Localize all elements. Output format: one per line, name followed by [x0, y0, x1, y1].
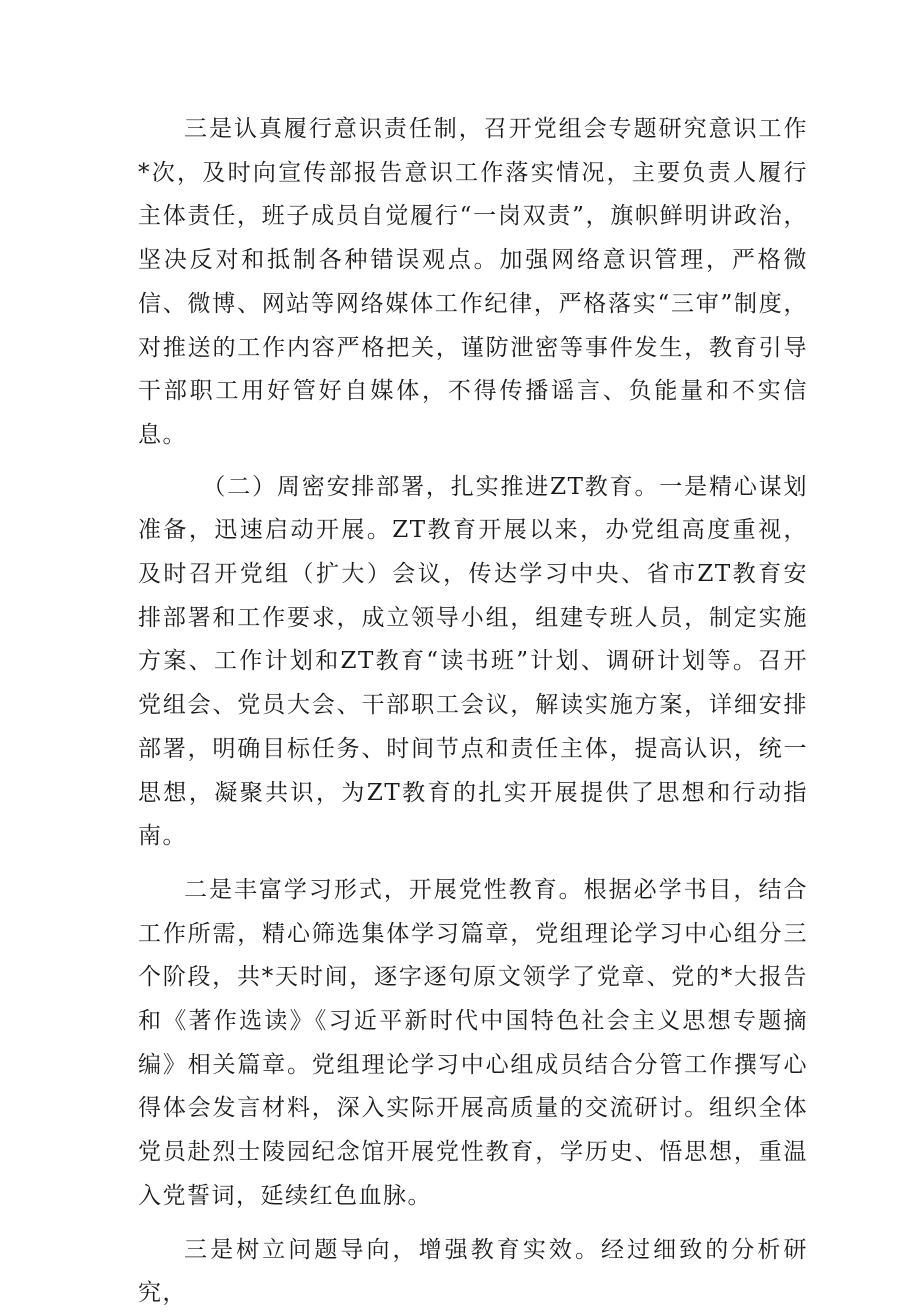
paragraph-zt-education-deployment: （二）周密安排部署，扎实推进ZT教育。一是精心谋划准备，迅速启动开展。ZT教育开展以来，办党组高度重视，及时召开党组（扩大）会议，传达学习中央、省市ZT教育安排部署和工作要求，成立领导小组，组建专班人员，制定实施方案、工作计划和ZT教育“读书班”计划、调研计划等。召开党组会、党员大会、干部职工会议，解读实施方案，详细安排部署，明确目标任务、时间节点和责任主体，提高认识，统一思想，凝聚共识，为ZT教育的扎实开展提供了思想和行动指南。: [138, 473, 808, 850]
paragraph-problem-orientation: 三是树立问题导向，增强教育实效。经过细致的分析研究，: [138, 1236, 808, 1307]
paragraph-party-education: 二是丰富学习形式，开展党性教育。根据必学书目，结合工作所需，精心筛选集体学习篇章，党组理论学习中心组分三个阶段，共*天时间，逐字逐句原文领学了党章、党的*大报告和《著作选读》《习近平新时代中国特色社会主义思想专题摘编》相关篇章。党组理论学习中心组成员结合分管工作撰写心得体会发言材料，深入实际开展高质量的交流研讨。组织全体党员赴烈士陵园纪念馆开展党性教育，学历史、悟思想，重温入党誓词，延续红色血脉。: [138, 876, 808, 1209]
paragraph-ideology-responsibility: 三是认真履行意识责任制，召开党组会专题研究意识工作*次，及时向宣传部报告意识工作落实情况，主要负责人履行主体责任，班子成员自觉履行“一岗双责”，旗帜鲜明讲政治，坚决反对和抵制各种错误观点。加强网络意识管理，严格微信、微博、网站等网络媒体工作纪律，严格落实“三审”制度，对推送的工作内容严格把关，谨防泄密等事件发生，教育引导干部职工用好管好自媒体，不得传播谣言、负能量和不实信息。: [138, 116, 808, 448]
document-body: [138, 108, 808, 1316]
